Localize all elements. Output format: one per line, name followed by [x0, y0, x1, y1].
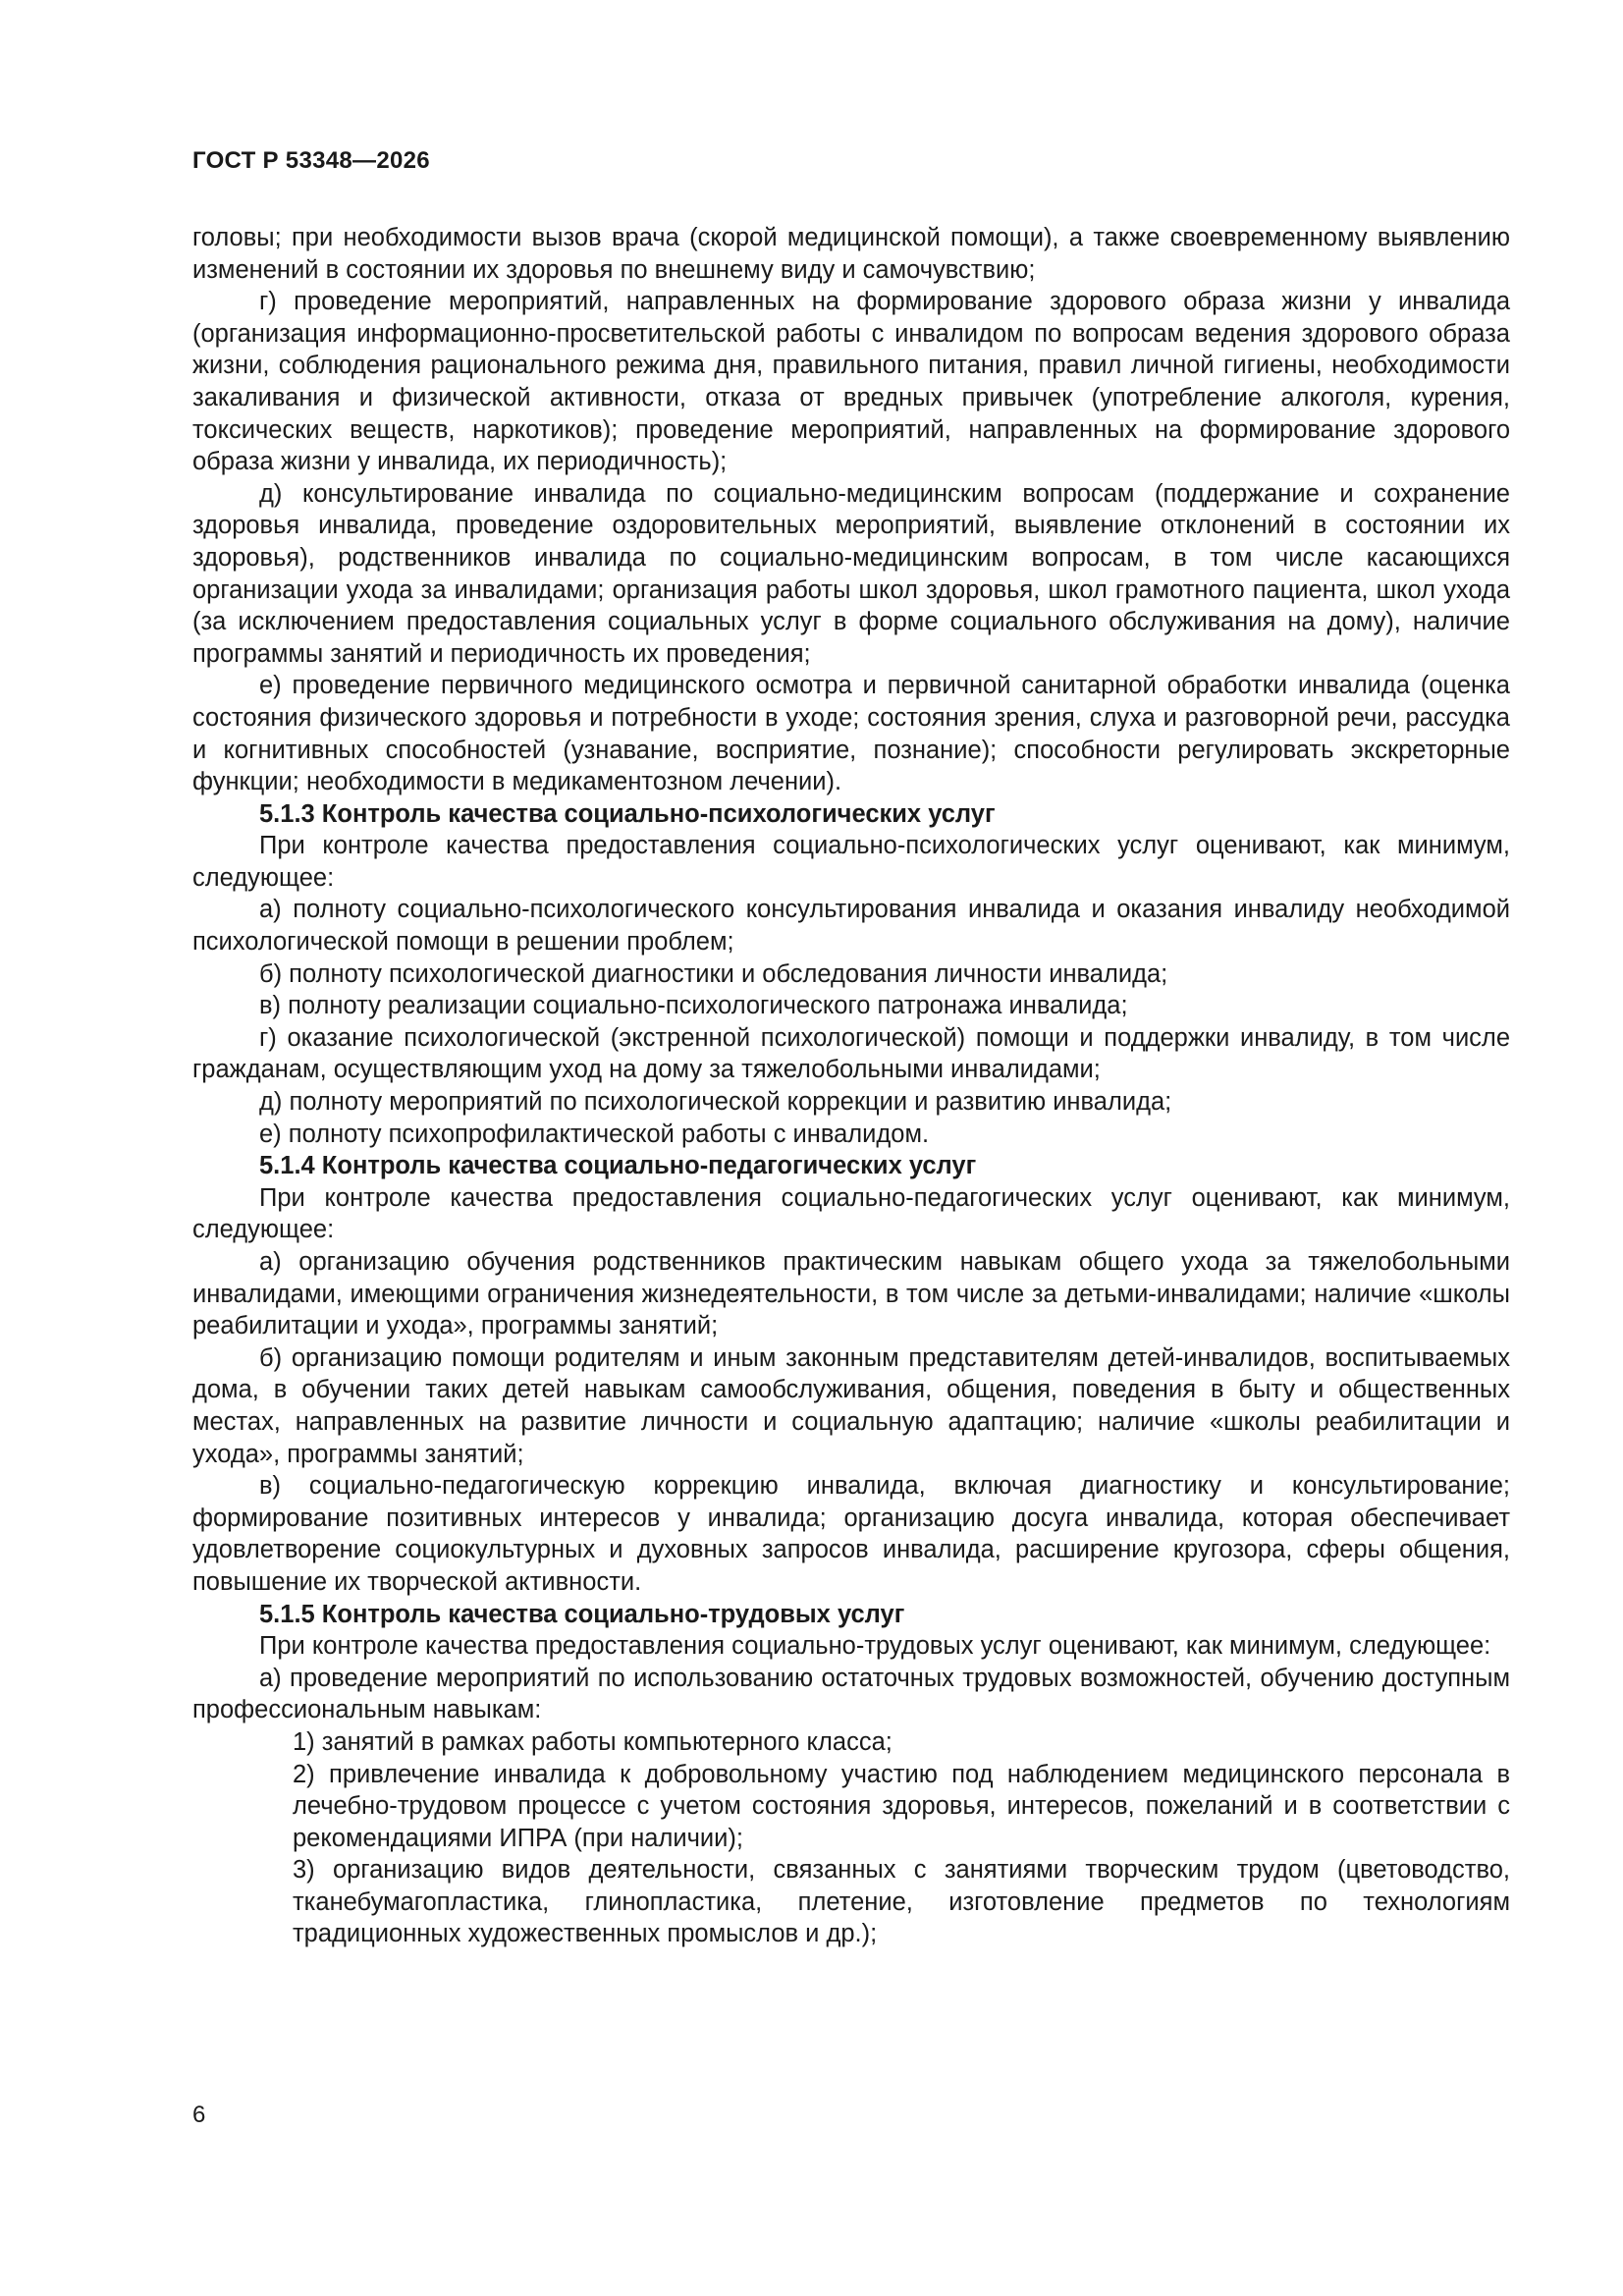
body-paragraph: 2) привлечение инвалида к добровольному участию под наблюдением медицинского персонала в лечебно-трудовом процессе с учетом состояния здоровья, интересов, пожеланий и в соответствии с рекомендациями ИПРА (при наличии); [293, 1760, 1510, 1852]
body-paragraph: в) полноту реализации социально-психологического патронажа инвалида; [259, 992, 1128, 1020]
body-paragraph: 1) занятий в рамках работы компьютерного класса; [293, 1727, 893, 1756]
body-paragraph: е) полноту психопрофилактической работы с инвалидом. [259, 1120, 930, 1148]
section-heading: 5.1.4 Контроль качества социально-педагогических услуг [259, 1152, 977, 1180]
section-heading: 5.1.3 Контроль качества социально-психологических услуг [259, 799, 996, 828]
body-paragraph: 3) организацию видов деятельности, связанных с занятиями творческим трудом (цветоводство, тканебумагопластика, глинопластика, плетение, изготовление предметов по технологиям традиционных художественных промыслов и др.); [293, 1856, 1510, 1948]
body-paragraph: д) полноту мероприятий по психологической коррекции и развитию инвалида; [259, 1088, 1172, 1117]
body-paragraph: б) организацию помощи родителям и иным законным представителям детей-инвалидов, воспитываемых дома, в обучении таких детей навыкам самообслуживания, общения, поведения в быту и общественных местах, направленных на развитие личности и социальную адаптацию; наличие «школы реабилитации и ухода», программы занятий; [192, 1343, 1510, 1468]
body-paragraph: а) проведение мероприятий по использованию остаточных трудовых возможностей, обучению доступным профессиональным навыкам: [192, 1664, 1510, 1724]
body-paragraph: а) полноту социально-психологического консультирования инвалида и оказания инвалиду необходимой психологической помощи в решении проблем; [192, 896, 1510, 957]
body-paragraph: При контроле качества предоставления социально-психологических услуг оценивают, как минимум, следующее: [192, 832, 1510, 892]
document-body [192, 222, 1510, 1950]
body-paragraph: При контроле качества предоставления социально-педагогических услуг оценивают, как минимум, следующее: [192, 1183, 1510, 1244]
section-heading: 5.1.5 Контроль качества социально-трудовых услуг [259, 1600, 905, 1628]
body-paragraph: д) консультирование инвалида по социально-медицинским вопросам (поддержание и сохранение здоровья инвалида, проведение оздоровительных мероприятий, выявление отклонений в состоянии их здоровья), родственников инвалида по социально-медицинским вопросам, в том числе касающихся организации ухода за инвалидами; организация работы школ здоровья, школ грамотного пациента, школ ухода (за исключением предоставления социальных услуг в форме социального обслуживания на дому), наличие программы занятий и периодичность их проведения; [192, 479, 1510, 668]
document-code-header: ГОСТ Р 53348—2026 [192, 147, 430, 174]
body-paragraph: в) социально-педагогическую коррекцию инвалида, включая диагностику и консультирование; формирование позитивных интересов у инвалида; организацию досуга инвалида, которая обеспечивает удовлетворение социокультурных и духовных запросов инвалида, расширение кругозора, сферы общения, повышение их творческой активности. [192, 1472, 1510, 1596]
body-paragraph: е) проведение первичного медицинского осмотра и первичной санитарной обработки инвалида (оценка состояния физического здоровья и потребности в уходе; состояния зрения, слуха и разговорной речи, рассудка и когнитивных способностей (узнавание, восприятие, познание); способности регулировать экскреторные функции; необходимости в медикаментозном лечении). [192, 672, 1510, 796]
body-paragraph: г) проведение мероприятий, направленных на формирование здорового образа жизни у инвалида (организация информационно-просветительской работы с инвалидом по вопросам ведения здорового образа жизни, соблюдения рационального режима дня, правильного питания, правил личной гигиены, необходимости закаливания и физической активности, отказа от вредных привычек (употребление алкоголя, курения, токсических веществ, наркотиков); проведение мероприятий, направленных на формирование здорового образа жизни у инвалида, их периодичность); [192, 288, 1510, 476]
body-paragraph: г) оказание психологической (экстренной психологической) помощи и поддержки инвалиду, в том числе гражданам, осуществляющим уход на дому за тяжелобольными инвалидами; [192, 1023, 1510, 1084]
body-paragraph: При контроле качества предоставления социально-трудовых услуг оценивают, как минимум, следующее: [259, 1632, 1491, 1661]
body-paragraph: головы; при необходимости вызов врача (скорой медицинской помощи), а также своевременному выявлению изменений в состоянии их здоровья по внешнему виду и самочувствию; [192, 224, 1510, 284]
body-paragraph: а) организацию обучения родственников практическим навыкам общего ухода за тяжелобольными инвалидами, имеющими ограничения жизнедеятельности, в том числе за детьми-инвалидами; наличие «школы реабилитации и ухода», программы занятий; [192, 1248, 1510, 1340]
body-paragraph: б) полноту психологической диагностики и обследования личности инвалида; [259, 959, 1168, 988]
page-number: 6 [192, 2102, 206, 2128]
